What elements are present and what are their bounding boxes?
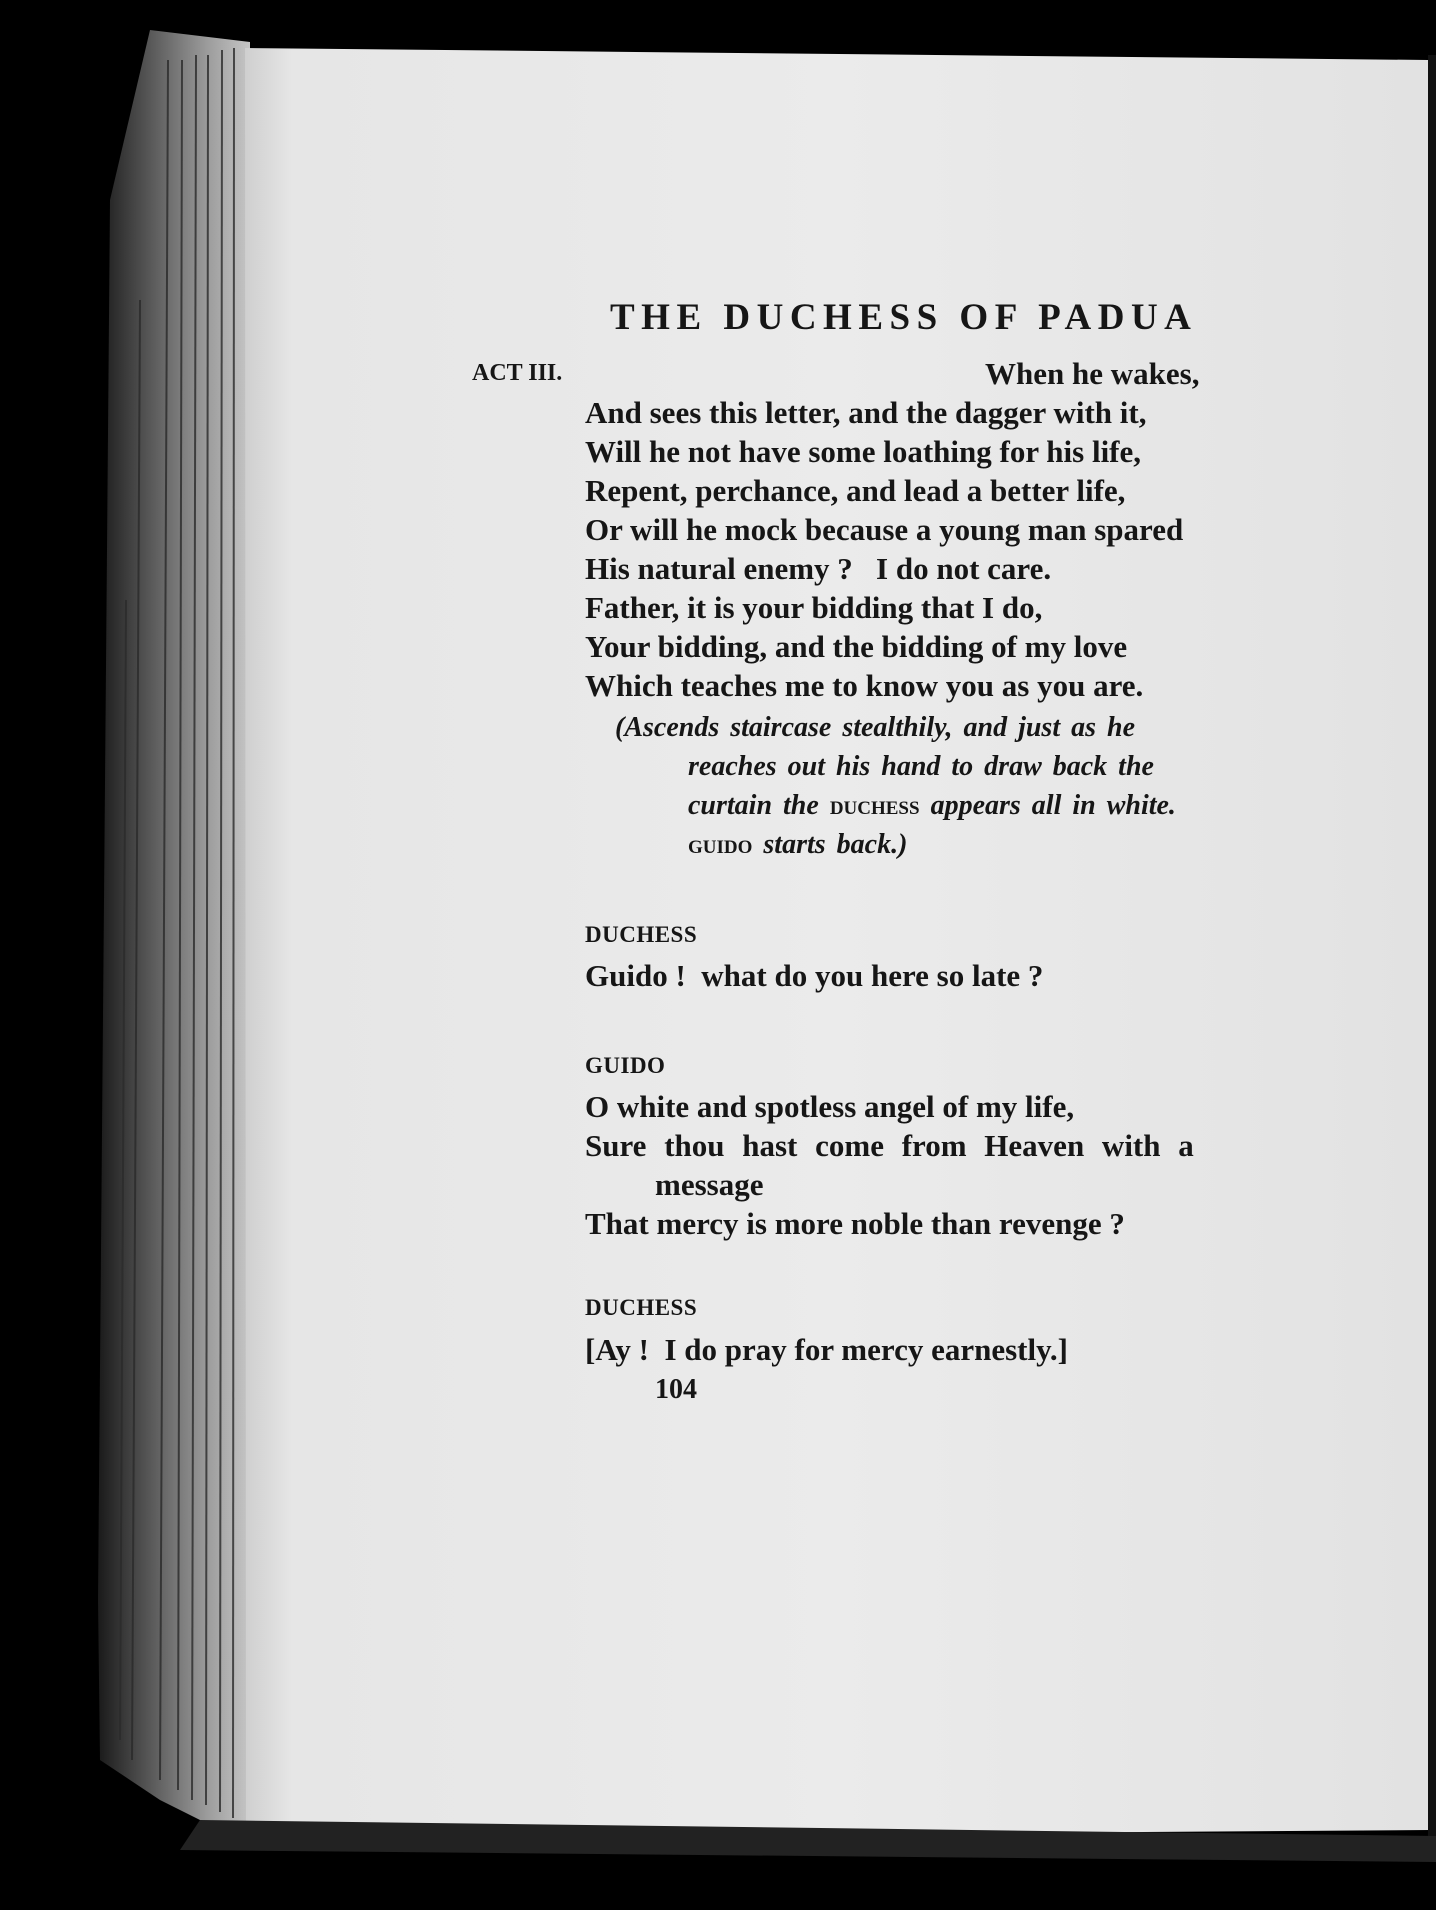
stage-direction-line: (Ascends staircase stealthily, and just as he [615, 712, 1136, 743]
verse-line: O white and spotless angel of my life, [585, 1089, 1075, 1124]
speaker-name: GUIDO [585, 1053, 666, 1078]
stage-direction-text: appears all in white. [919, 790, 1176, 821]
verse-line: And sees this letter, and the dagger with it, [585, 395, 1147, 430]
speaker-name: DUCHESS [585, 1295, 698, 1320]
act-marker: ACT III. [472, 360, 563, 386]
verse-line: Repent, perchance, and lead a better life, [585, 473, 1126, 508]
verse-line: That mercy is more noble than revenge ? [585, 1206, 1125, 1241]
verse-line: Which teaches me to know you as you are. [585, 668, 1144, 703]
stage-direction-line [688, 825, 907, 864]
verse-line: Father, it is your bidding that I do, [585, 590, 1043, 625]
verse-line: His natural enemy ? I do not care. [585, 551, 1052, 586]
stage-direction-text: curtain the [688, 790, 830, 821]
verse-line: Guido ! what do you here so late ? [585, 958, 1044, 993]
character-name: guido [688, 829, 753, 859]
stage-direction-line [688, 786, 1176, 825]
verse-line: When he wakes, [985, 356, 1200, 391]
verse-line: [Ay ! I do pray for mercy earnestly.] [585, 1332, 1068, 1367]
stage-direction-line: reaches out his hand to draw back the [688, 751, 1154, 782]
stage-direction-text: starts back.) [752, 829, 908, 860]
verse-line: message [655, 1167, 764, 1202]
verse-line: Will he not have some loathing for his life, [585, 434, 1142, 469]
running-head: THE DUCHESS OF PADUA [610, 297, 1198, 338]
verse-line: Your bidding, and the bidding of my love [585, 629, 1128, 664]
verse-line: Sure thou hast come from Heaven with a [585, 1128, 1194, 1163]
character-name: duchess [829, 790, 920, 820]
speaker-name: DUCHESS [585, 922, 698, 947]
page-number: 104 [655, 1374, 697, 1405]
verse-line: Or will he mock because a young man spared [585, 512, 1184, 547]
